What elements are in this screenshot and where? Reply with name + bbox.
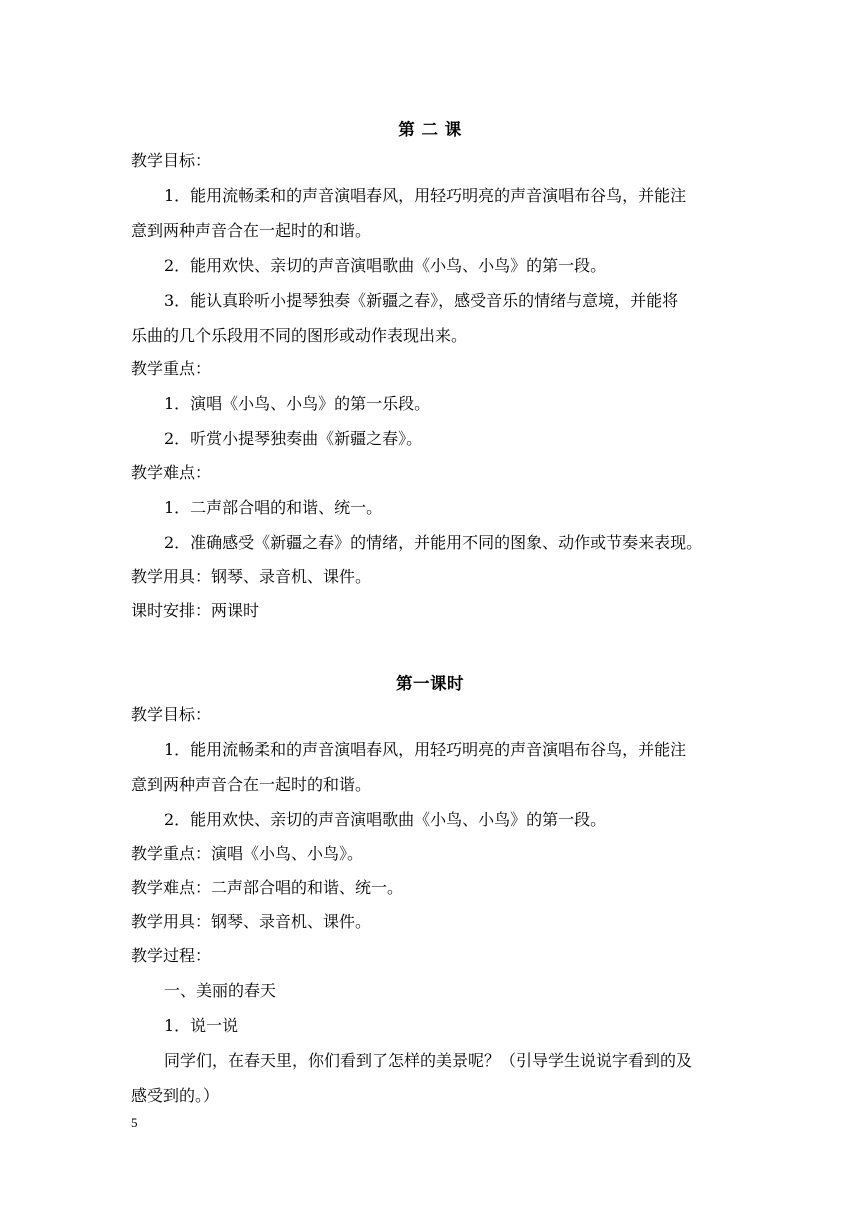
goal1-line2-2: 意到两种声音合在一起时的和谐。 [131, 775, 372, 794]
key-label: 教学重点： [131, 359, 212, 378]
schedule: 课时安排：两课时 [131, 601, 260, 620]
page-number: 5 [131, 1115, 138, 1130]
goal2: 2．能用欢快、亲切的声音演唱歌曲《小鸟、小鸟》的第一段。 [164, 256, 607, 275]
diff2: 2．准确感受《新疆之春》的情绪，并能用不同的图象、动作或节奏来表现。 [164, 533, 703, 552]
goal-label-2: 教学目标： [131, 705, 212, 724]
step1: 一、美丽的春天 [164, 981, 277, 1000]
lesson-title: 第 二 课 [398, 120, 462, 139]
tools-2: 教学用具：钢琴、录音机、课件。 [131, 912, 372, 931]
diff-2: 教学难点：二声部合唱的和谐、统一。 [131, 878, 404, 897]
process-label: 教学过程： [131, 946, 212, 965]
diff1: 1．二声部合唱的和谐、统一。 [164, 498, 383, 517]
goal1-line1: 1．能用流畅柔和的声音演唱春风，用轻巧明亮的声音演唱布谷鸟，并能注 [164, 186, 687, 205]
goal1-line1-2: 1．能用流畅柔和的声音演唱春风，用轻巧明亮的声音演唱布谷鸟，并能注 [164, 740, 687, 759]
goal2-2: 2．能用欢快、亲切的声音演唱歌曲《小鸟、小鸟》的第一段。 [164, 810, 607, 829]
key2: 2．听赏小提琴独奏曲《新疆之春》。 [164, 429, 423, 448]
goal1-line2: 意到两种声音合在一起时的和谐。 [131, 221, 372, 240]
goal3-line1: 3．能认真聆听小提琴独奏《新疆之春》，感受音乐的情绪与意境，并能将 [164, 291, 679, 310]
key-2: 教学重点：演唱《小鸟、小鸟》。 [131, 844, 364, 863]
period-title: 第一课时 [396, 674, 464, 693]
goal-label: 教学目标： [131, 151, 212, 170]
para-line1: 同学们，在春天里，你们看到了怎样的美景呢？（引导学生说说字看到的及 [164, 1051, 693, 1070]
goal3-line2: 乐曲的几个乐段用不同的图形或动作表现出来。 [131, 326, 468, 345]
para-line2: 感受到的。） [131, 1086, 220, 1105]
key1: 1．演唱《小鸟、小鸟》的第一乐段。 [164, 394, 431, 413]
step1-1: 1．说一说 [164, 1016, 239, 1035]
diff-label: 教学难点： [131, 463, 212, 482]
tools: 教学用具：钢琴、录音机、课件。 [131, 567, 372, 586]
